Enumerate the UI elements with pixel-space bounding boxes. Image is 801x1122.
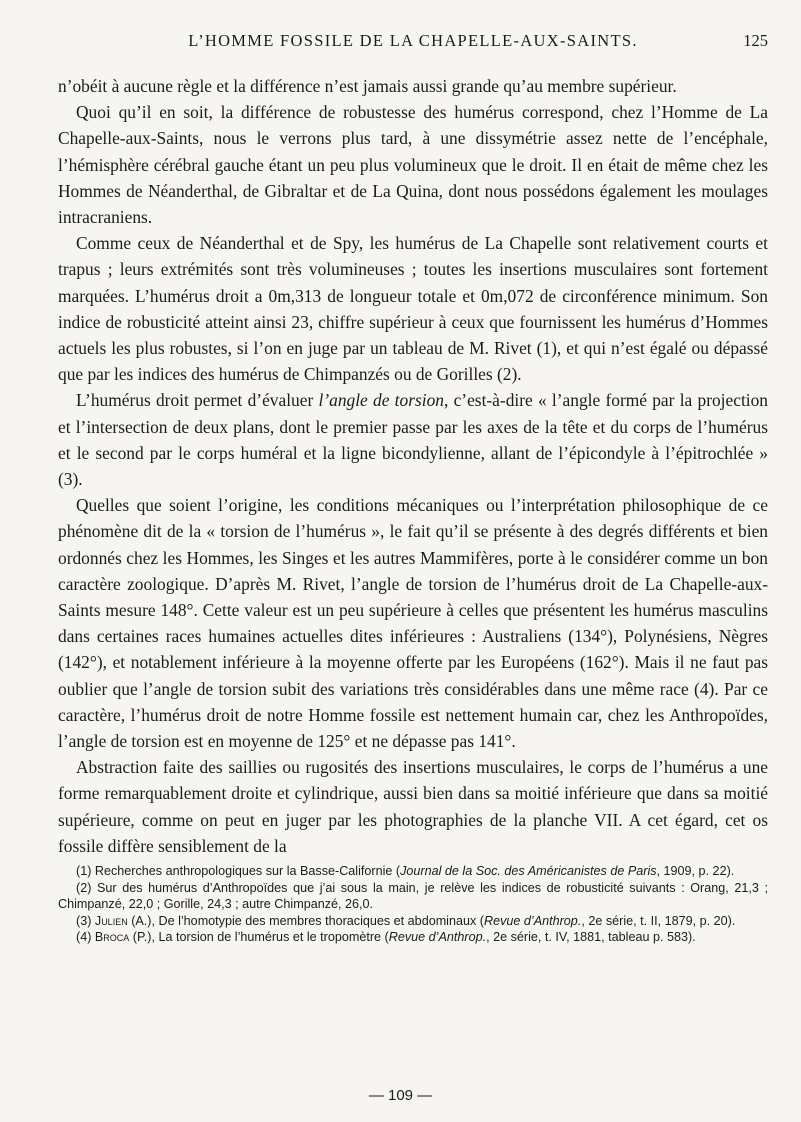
paragraph-4-end: , c’est-à-dire « l’angle formé par la projection et l’intersection de deux plans, dont le premier passe par les axes de la tête et du corps de l’humérus et le second par le corps huméral et la ligne bicondylienne, allant de l’épicondyle à l’épitrochlée » (3).: [58, 390, 768, 490]
footnotes: [58, 863, 768, 946]
footnote-4-journal: Revue d’Anthrop.: [388, 930, 487, 945]
footnote-4-text: (P.), La torsion de l’humérus et le tropomètre (: [129, 930, 389, 945]
footnote-1-text: (1) Recherches anthropologiques sur la Basse-Californie (: [76, 864, 401, 879]
paragraph-1: n’obéit à aucune règle et la différence n’est jamais aussi grande qu’au membre supérieur.: [58, 76, 677, 96]
footnote-3-end: , 2e série, t. II, 1879, p. 20).: [581, 913, 736, 928]
paragraph-5: Quelles que soient l’origine, les conditions mécaniques ou l’interprétation philosophique de ce phénomène dit de la « torsion de l’humérus », le fait qu’il se présente à des degrés différents et bien ordonnés chez les Hommes, les Singes et les autres Mammifères, porte à le considérer comme un bon caractère zoologique. D’après M. Rivet, l’angle de torsion de l’humérus droit de La Chapelle-aux-Saints mesure 148°. Cette valeur est un peu supérieure à celles que présentent les humérus masculins dans certaines races humaines actuelles dites inférieures : Australiens (134°), Polynésiens, Nègres (142°), et notablement inférieure à la moyenne offerte par les Européens (162°). Mais il ne faut pas oublier que l’angle de torsion subit des variations très considérables dans une même race (4). Par ce caractère, l’humérus droit de notre Homme fossile est nettement humain car, chez les Anthropoïdes, l’angle de torsion est en moyenne de 125° et ne dépasse pas 141°.: [58, 495, 768, 752]
body-text: [58, 73, 768, 859]
paragraph-4: [58, 387, 768, 492]
footnote-1: [58, 863, 768, 880]
footnote-4-author: Broca: [94, 930, 130, 945]
running-header: [58, 26, 768, 56]
footnote-4-num: (4): [76, 930, 95, 945]
paragraph-2: Quoi qu’il en soit, la différence de robustesse des humérus correspond, chez l’Homme de La Chapelle-aux-Saints, nous le verrons plus tard, à une dissymétrie assez nette de l’encéphale, l’hémisphère cérébral gauche étant un peu plus volumineux que le droit. Il en était de même chez les Hommes de Néanderthal, de Gibraltar et de La Quina, dont nous possédons également les moulages intracraniens.: [58, 102, 768, 228]
footnote-3: [58, 913, 768, 930]
footnote-2: (2) Sur des humérus d’Anthropoïdes que j’ai sous la main, je relève les indices de robusticité suivants : Orang, 21,3 ; Chimpanzé, 22,0 ; Gorille, 24,3 ; autre Chimpanzé, 26,0.: [58, 880, 768, 912]
angle-de-torsion-term: l’angle de torsion: [318, 390, 444, 411]
folio: — 109 —: [368, 1087, 433, 1104]
paragraph-4-start: L’humérus droit permet d’évaluer: [76, 390, 319, 411]
page-number: 125: [743, 31, 768, 50]
footnote-1-journal: Journal de la Soc. des Américanistes de Paris: [400, 864, 657, 879]
footnote-3-author: Julien: [94, 913, 128, 928]
footnote-3-num: (3): [76, 913, 95, 928]
footnote-4: [58, 929, 768, 946]
footnote-1-end: , 1909, p. 22).: [656, 864, 735, 879]
page: [58, 26, 768, 946]
running-title: L’HOMME FOSSILE DE LA CHAPELLE-AUX-SAINTS.: [188, 31, 638, 50]
paragraph-3: Comme ceux de Néanderthal et de Spy, les humérus de La Chapelle sont relativement courts et trapus ; leurs extrémités sont très volumineuses ; toutes les insertions musculaires sont fortement marquées. L’humérus droit a 0m,313 de longueur totale et 0m,072 de circonférence minimum. Son indice de robusticité atteint ainsi 23, chiffre supérieur à ceux que fournissent les humérus d’Hommes actuels les plus robustes, si l’on en juge par un tableau de M. Rivet (1), et qui n’est égalé ou dépassé que par les indices des humérus de Chimpanzés ou de Gorilles (2).: [58, 233, 768, 385]
paragraph-6: Abstraction faite des saillies ou rugosités des insertions musculaires, le corps de l’humérus a une forme remarquablement droite et cylindrique, aussi bien dans sa moitié inférieure que dans sa moitié supérieure, comme on peut en juger par les photographies de la planche VII. A cet égard, cet os fossile diffère sensiblement de la: [58, 757, 768, 856]
footnote-3-journal: Revue d’Anthrop.: [484, 913, 582, 928]
footnote-3-text: (A.), De l’homotypie des membres thoraciques et abdominaux (: [127, 913, 484, 928]
footnote-4-end: , 2e série, t. IV, 1881, tableau p. 583).: [486, 930, 696, 945]
